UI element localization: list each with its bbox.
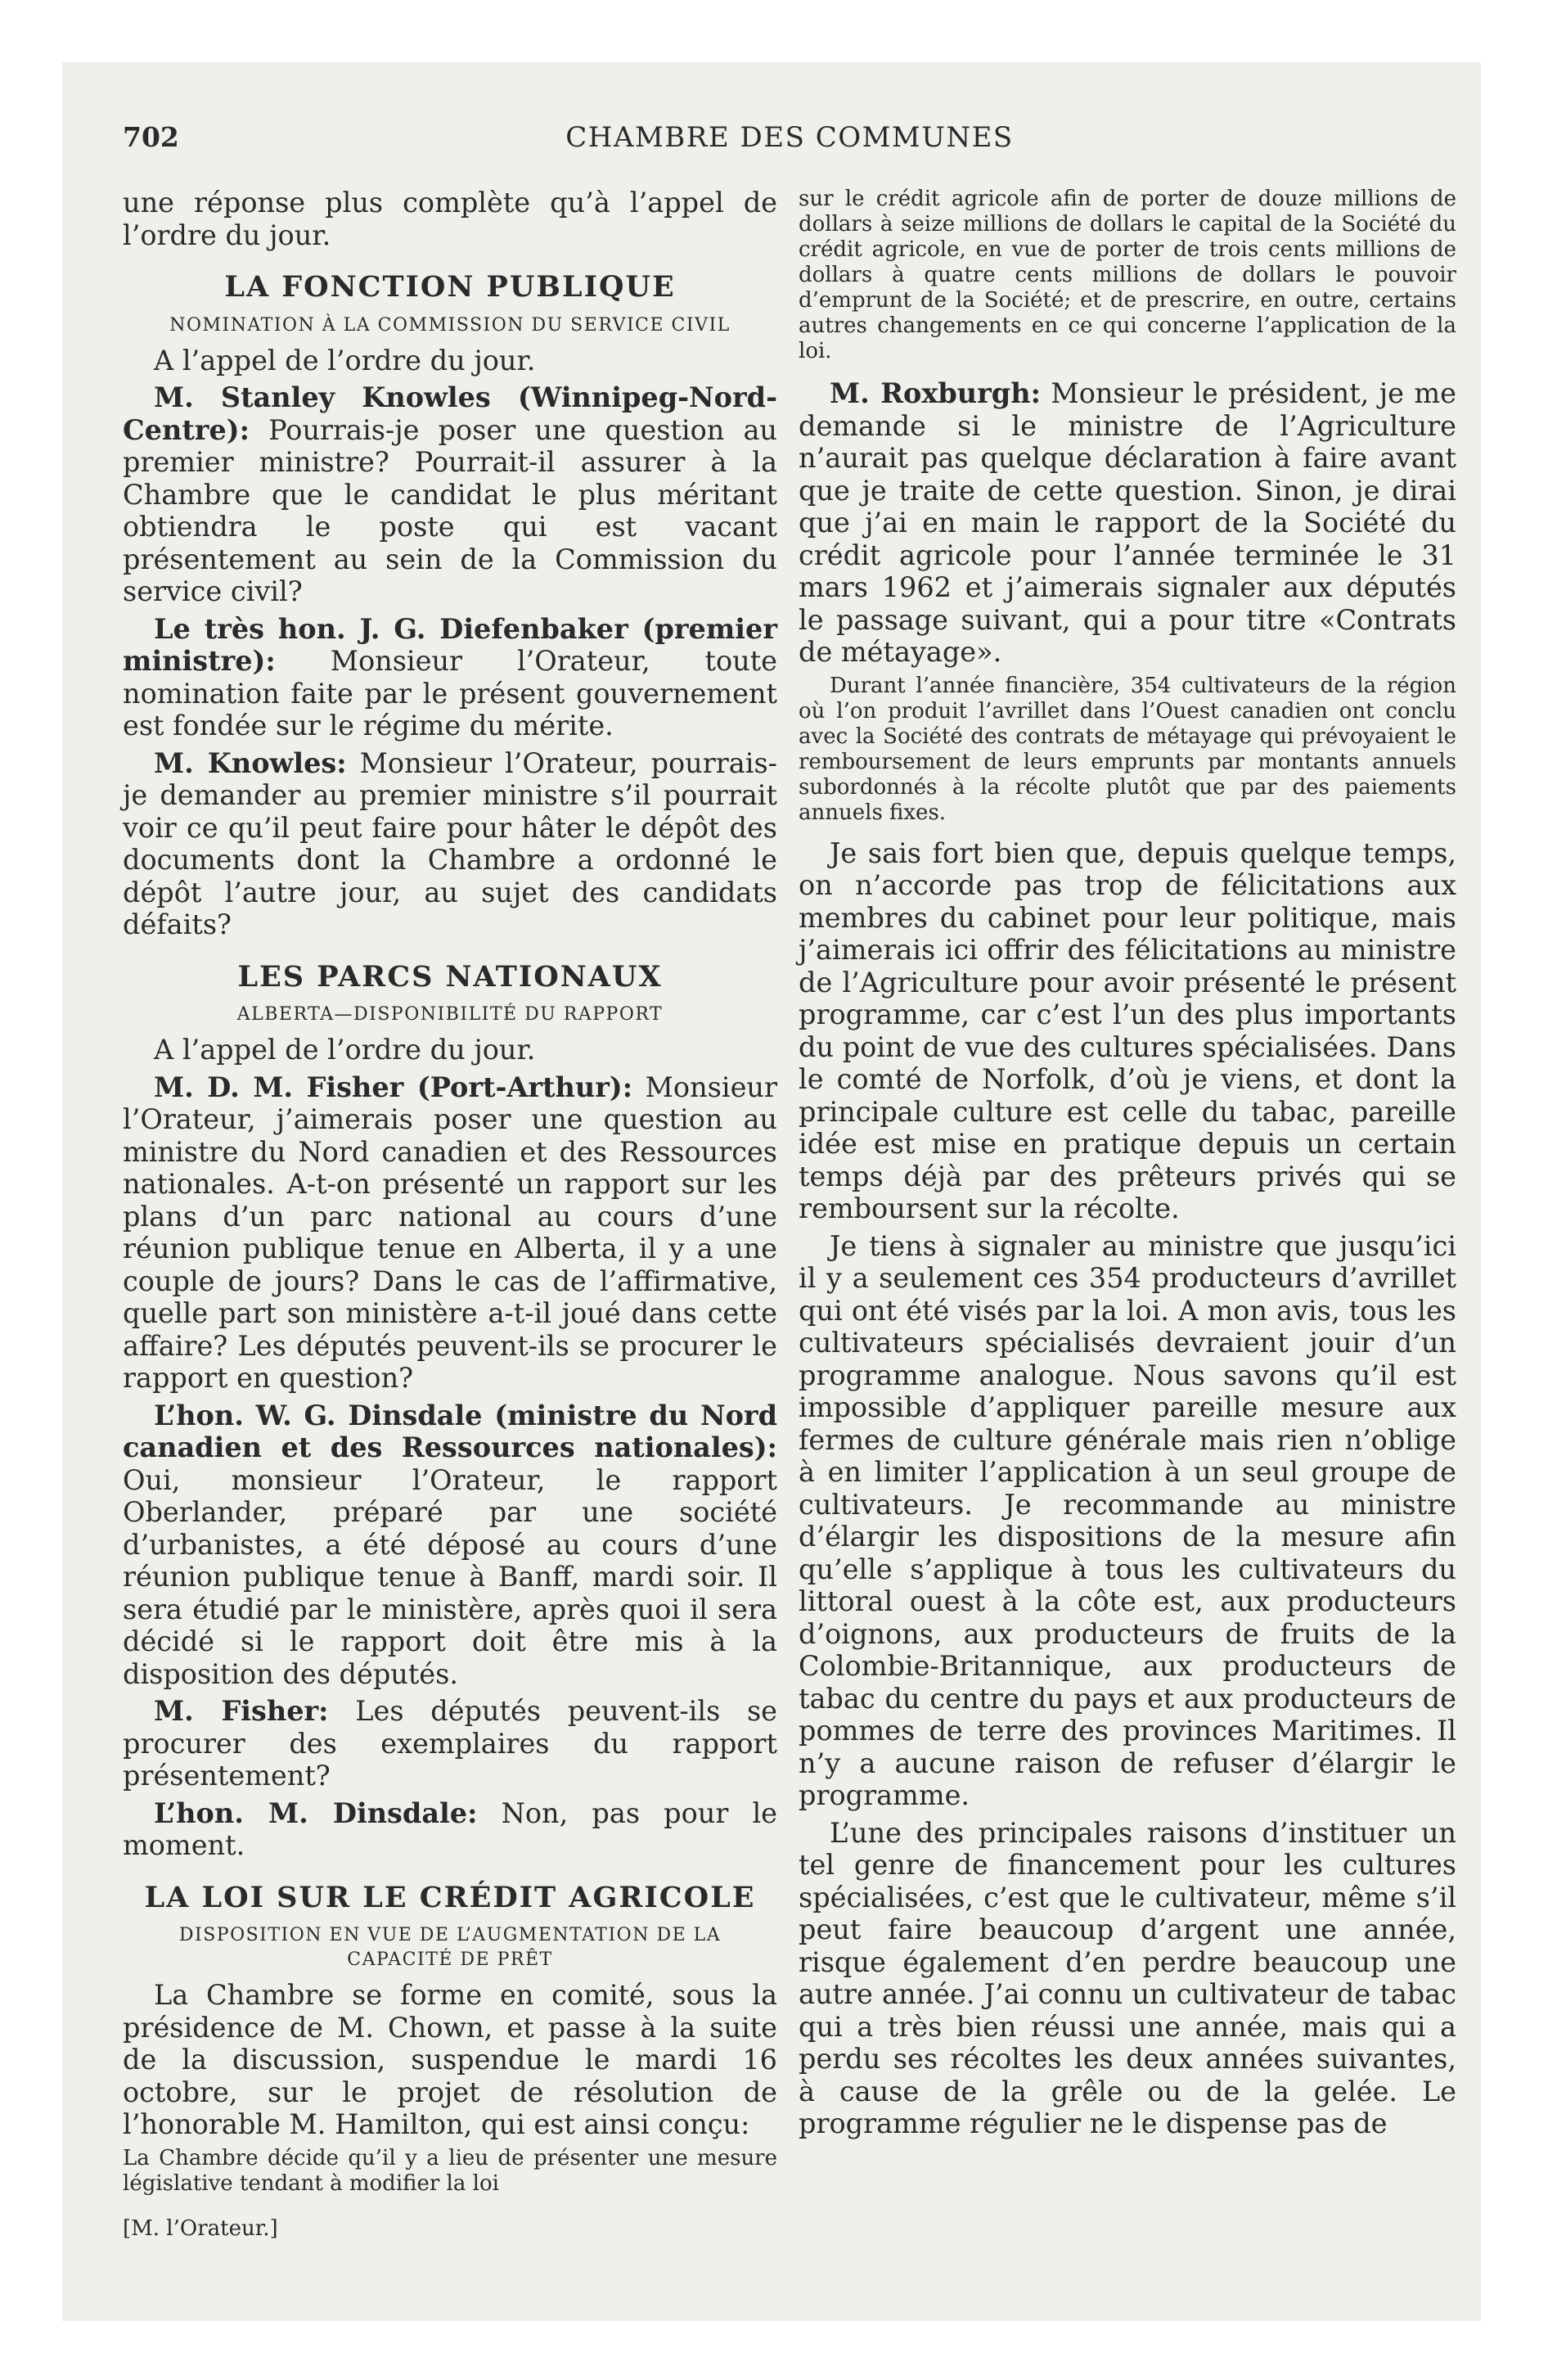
speaker-name: M. Roxburgh: [830,377,1041,409]
section-subheading: DISPOSITION EN VUE DE L’AUGMENTATION DE LA CAPACITÉ DE PRÊT [178,1925,722,1970]
speech [799,377,1456,669]
left-column [123,187,777,2245]
speaker-name: M. Stanley Knowles (Winnipeg-Nord-Centre): [123,381,777,446]
speech [123,1400,777,1691]
speech [123,1695,777,1792]
speech-text: Monsieur l’Orateur, pourrais-je demander au premier ministre s’il pourrait voir ce qu’il peut faire pour hâter le dépôt des documents dont la Chambre a ordonné le dépôt l’autre jour, au sujet des candidats défaits? [123,746,777,940]
quoted-resolution: La Chambre décide qu’il y a lieu de présenter une mesure législative tendant à modifier la loi [123,2145,777,2196]
speech-text: Oui, monsieur l’Orateur, le rapport Oberlander, préparé par une société d’urbanistes, a été déposé au cours d’une réunion publique tenue à Banff, mardi soir. Il sera étudié par le ministère, après quoi il sera décidé si le rapport doit être mis à la disposition des députés. [123,1463,777,1690]
section-heading: LA FONCTION PUBLIQUE [224,270,676,304]
section-heading: LA LOI SUR LE CRÉDIT AGRICOLE [144,1880,756,1914]
page-number: 702 [123,121,179,153]
section-heading: LES PARCS NATIONAUX [237,959,663,994]
speaker-name: Le très hon. J. G. Diefenbaker (premier ministre): [123,612,777,677]
speaker-name: L’hon. M. Dinsdale: [154,1796,478,1829]
section-subheading: NOMINATION À LA COMMISSION DU SERVICE CIVIL [169,314,731,336]
paragraph: La Chambre se forme en comité, sous la présidence de M. Chown, et passe à la suite de la discussion, suspendue le mardi 16 octobre, sur le projet de résolution de l’honorable M. Hamilton, qui est ainsi conçu: [123,1979,777,2140]
speech-text: Les députés peuvent-ils se procurer des exemplaires du rapport présentement? [123,1695,777,1792]
quoted-report: Durant l’année financière, 354 cultivateurs de la région où l’on produit l’avrillet dans l’Ouest canadien ont conclu avec la Société des contrats de métayage qui prévoyaient le remboursement de leurs emprunts par montants annuels subordonnés à la récolte plutôt que par des paiements annuels fixes. [799,673,1456,825]
speech-text: Pourrais-je poser une question au premier ministre? Pourrait-il assurer à la Chambre que le candidat le plus méritant obtiendra le poste qui est vacant présentement au sein de la Commission du service civil? [123,413,777,607]
speech-text: Monsieur le président, je me demande si le ministre de l’Agriculture n’aurait pas quelque déclaration à faire avant que je traite de cette question. Sinon, je dirai que j’ai en main le rapport de la Société du crédit agricole pour l’année terminée le 31 mars 1962 et j’aimerais signaler aux députés le passage suivant, qui a pour titre «Contrats de métayage». [799,377,1456,668]
speaker-name: L’hon. W. G. Dinsdale (ministre du Nord canadien et des Ressources nationales): [123,1399,777,1463]
speech-text: Non, pas pour le moment. [123,1796,777,1861]
right-column [799,187,1456,2145]
speaker-name: M. Fisher: [154,1695,329,1727]
column-signature: [M. l’Orateur.] [123,2215,278,2241]
quoted-resolution-continued: sur le crédit agricole afin de porter de douze millions de dollars à seize millions de dollars le capital de la Société du crédit agricole, en vue de porter de trois cents millions de dollars à quatre cents millions de dollars le pouvoir d’emprunt de la Société; et de prescrire, en outre, certains autres changements en ce qui concerne l’application de la loi. [799,187,1456,363]
paragraph: A l’appel de l’ordre du jour. [154,344,536,376]
header-title: CHAMBRE DES COMMUNES [565,121,1014,154]
section-subheading: ALBERTA—DISPONIBILITÉ DU RAPPORT [236,1004,664,1025]
speech [123,1797,777,1862]
speaker-name: M. Knowles: [154,746,347,779]
speech [123,613,777,742]
speech [123,381,777,608]
paragraph: A l’appel de l’ordre du jour. [154,1034,536,1066]
paragraph: Je tiens à signaler au ministre que jusqu’ici il y a seulement ces 354 producteurs d’avrillet qui ont été visés par la loi. A mon avis, tous les cultivateurs spécialisés devraient jouir d’un programme analogue. Nous savons qu’il est impossible d’appliquer pareille mesure aux fermes de culture générale mais rien n’oblige à en limiter l’application à un seul groupe de cultivateurs. Je recommande au ministre d’élargir les dispositions de la mesure afin qu’elle s’applique à tous les cultivateurs du littoral ouest à la côte est, aux producteurs d’oignons, aux producteurs de fruits de la Colombie-Britannique, aux producteurs de tabac du centre du pays et aux producteurs de pommes de terre des provinces Maritimes. Il n’y a aucune raison de refuser d’élargir le programme. [799,1229,1456,1811]
speaker-name: M. D. M. Fisher (Port-Arthur): [154,1071,633,1103]
speech [123,747,777,941]
running-header [123,121,1456,162]
paragraph: L’une des principales raisons d’instituer un tel genre de financement pour les cultures spécialisées, c’est que le cultivateur, même s’il peut faire beaucoup d’argent une année, risque également d’en perdre beaucoup une autre année. J’ai connu un cultivateur de tabac qui a très bien réussi une année, mais qui a perdu ses récoltes les deux années suivantes, à cause de la grêle ou de la gelée. Le programme régulier ne le dispense pas de [799,1816,1456,2139]
speech [123,1071,777,1395]
speech-text: Monsieur l’Orateur, toute nomination faite par le présent gouvernement est fondée sur le régime du mérite. [123,645,777,741]
speech-text: Monsieur l’Orateur, j’aimerais poser une question au ministre du Nord canadien et des Ressources nationales. A-t-on présenté un rapport sur les plans d’un parc national au cours d’une réunion publique tenue en Alberta, il y a une couple de jours? Dans le cas de l’affirmative, quelle part son ministère a-t-il joué dans cette affaire? Les députés peuvent-ils se procurer le rapport en question? [123,1071,777,1394]
paragraph: une réponse plus complète qu’à l’appel de l’ordre du jour. [123,187,777,251]
paragraph: Je sais fort bien que, depuis quelque temps, on n’accorde pas trop de félicitations aux membres du cabinet pour leur politique, mais j’aimerais ici offrir des félicitations au ministre de l’Agriculture pour avoir présenté le présent programme, car c’est l’un des plus importants du point de vue des cultures spécialisées. Dans le comté de Norfolk, d’où je viens, et dont la principale culture est celle du tabac, pareille idée est mise en pratique depuis un certain temps déjà par des prêteurs privés qui se remboursent sur la récolte. [799,836,1456,1224]
